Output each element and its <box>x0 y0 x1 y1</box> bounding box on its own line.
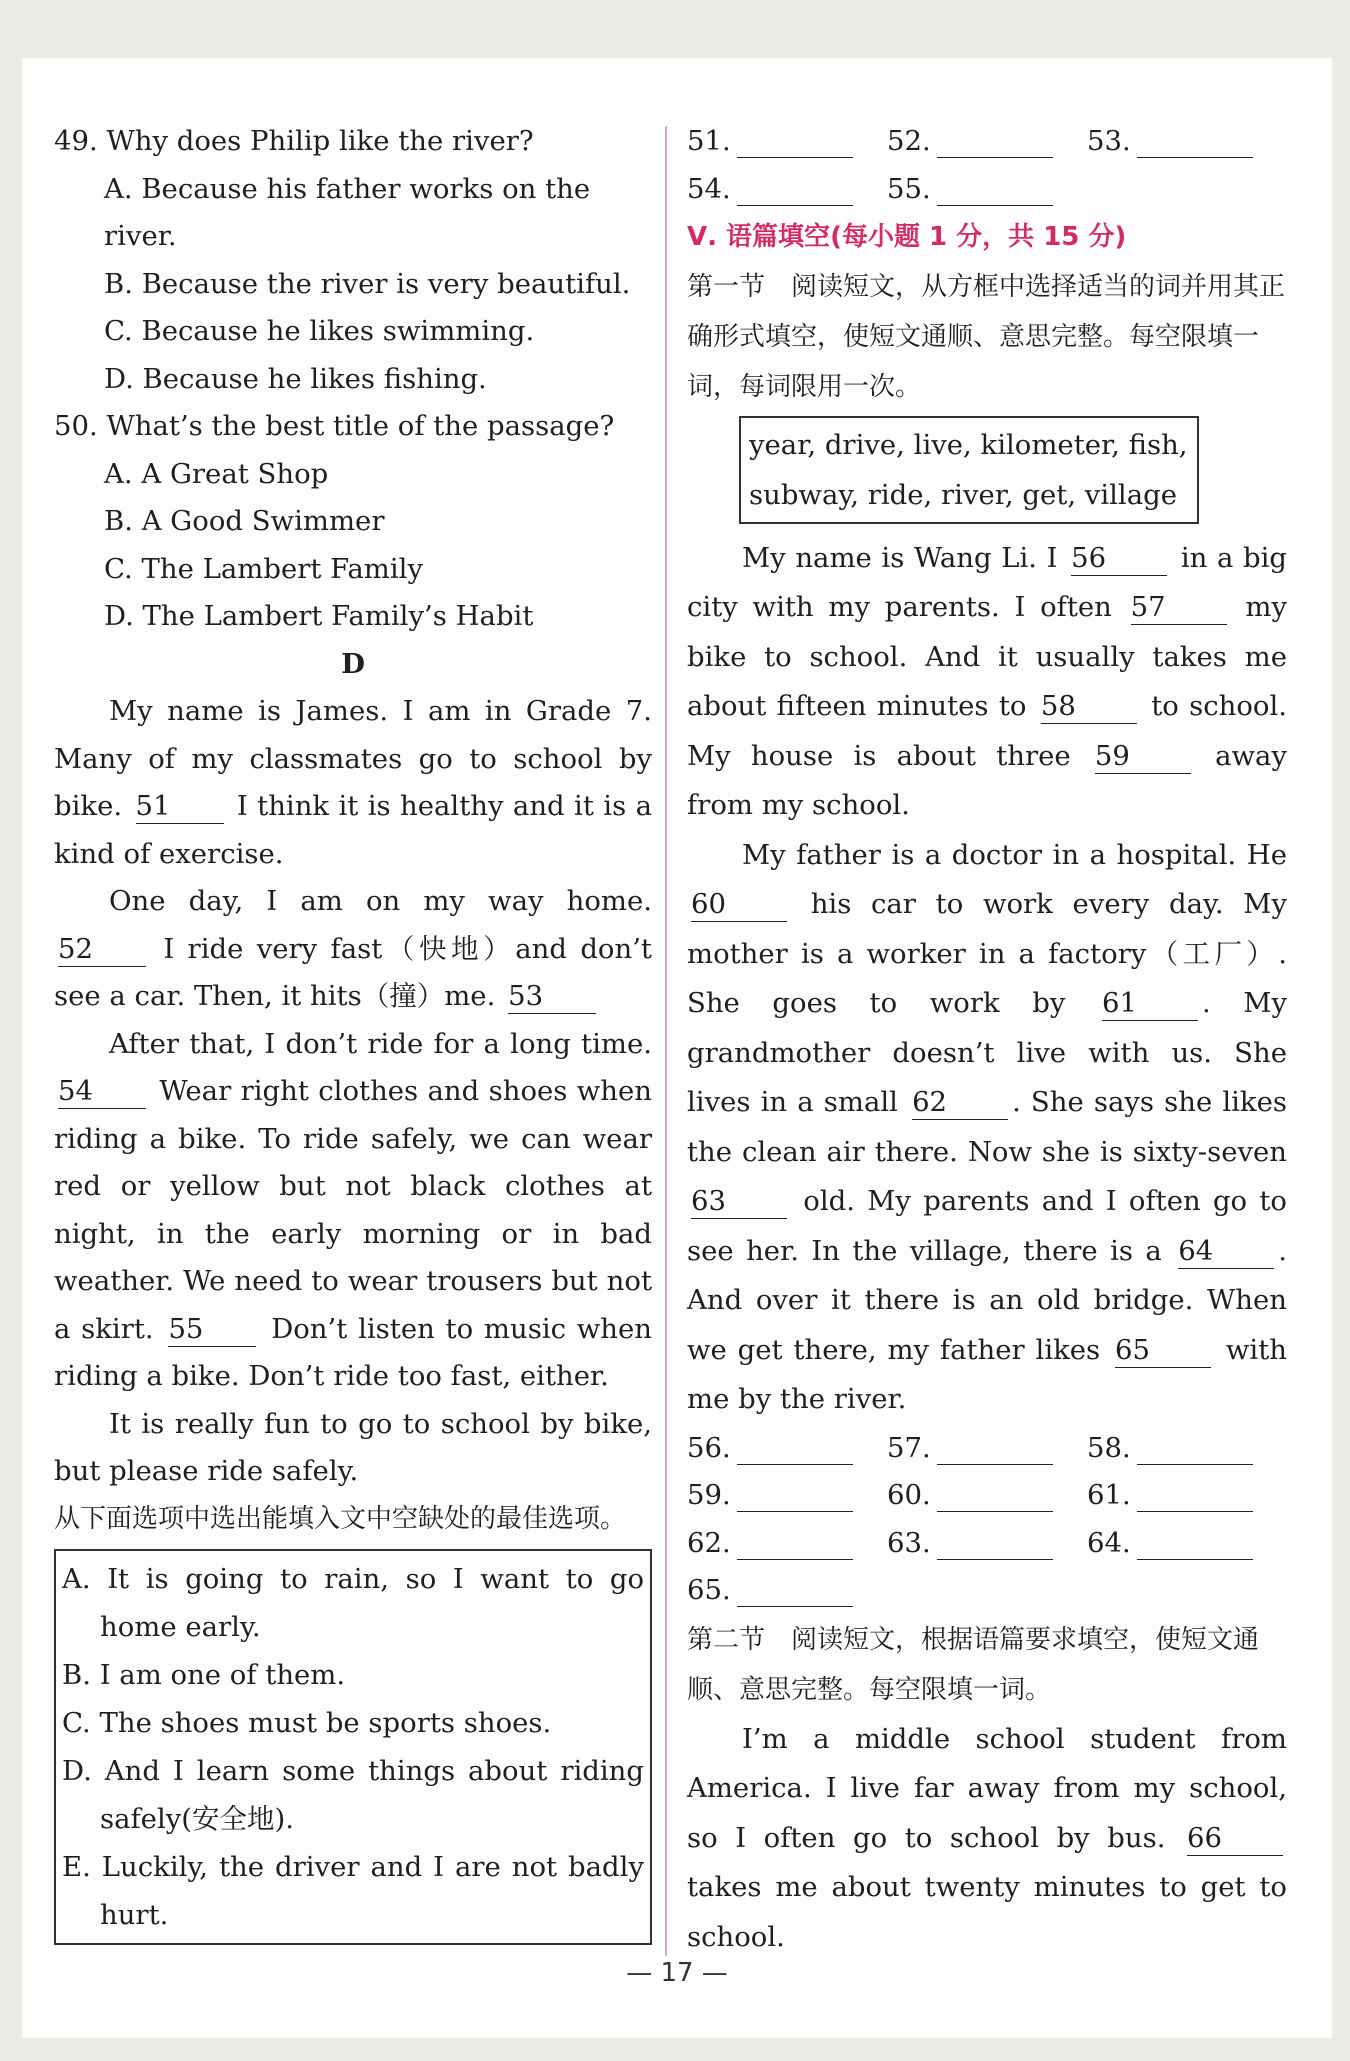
blank-60[interactable]: 60 <box>691 887 787 922</box>
right-column <box>687 118 1287 1962</box>
blank-62[interactable]: 62 <box>912 1085 1008 1120</box>
question-stem: 50. What’s the best title of the passage? <box>54 410 615 442</box>
page-number: — 17 — <box>626 1958 728 1988</box>
answer-line-52[interactable] <box>937 127 1053 158</box>
answer-line-59[interactable] <box>737 1481 853 1512</box>
answer-line-60[interactable] <box>937 1481 1053 1512</box>
blank-63[interactable]: 63 <box>691 1184 787 1219</box>
answer-row: 62. 63. 64. <box>687 1520 1287 1568</box>
left-column <box>54 118 652 1945</box>
passage-paragraph: My father is a doctor in a hospital. He 60 his car to work every day. My mother is a worker in a factory（工厂）. She goes to work by 61 . My grandmother doesn’t live with us. She lives in a small 62 . She says she likes the clean air there. Now she is sixty-seven 63 old. My parents and I often go to see her. In the village, there is a 64 . And over it there is an old bridge. When we get there, my father likes 65 with me by the river. <box>687 838 1288 1415</box>
workbook-page <box>22 58 1332 2038</box>
blank-58[interactable]: 58 <box>1041 689 1137 724</box>
answer-row: 51. 52. 53. <box>687 118 1287 166</box>
box-option-a: A. It is going to rain, so I want to go home early. <box>62 1563 644 1643</box>
answer-line-61[interactable] <box>1137 1481 1253 1512</box>
box-option-d: D. And I learn some things about riding safely(安全地). <box>62 1755 644 1835</box>
answer-row: 54. 55. <box>687 166 1287 214</box>
blank-56[interactable]: 56 <box>1071 541 1167 576</box>
question-stem: 49. Why does Philip like the river? <box>54 125 534 157</box>
box-option-b: B. I am one of them. <box>62 1659 346 1691</box>
answer-line-62[interactable] <box>737 1529 853 1560</box>
option: C. The Lambert Family <box>104 552 423 585</box>
option: A. A Great Shop <box>104 457 329 490</box>
answer-line-65[interactable] <box>737 1576 853 1607</box>
passage-paragraph: One day, I am on my way home. 52 I ride very fast（快地）and don’t see a car. Then, it hits（撞）me. 53 <box>54 878 652 1021</box>
answer-line-64[interactable] <box>1137 1529 1253 1560</box>
part1-instruction: 第一节 阅读短文，从方框中选择适当的词并用其正确形式填空，使短文通顺、意思完整。每空限填一词，每词限用一次。 <box>687 271 1286 402</box>
answer-line-63[interactable] <box>937 1529 1053 1560</box>
section-heading: Ⅴ. 语篇填空(每小题 1 分，共 15 分) <box>687 222 1127 252</box>
options-box <box>54 1549 652 1945</box>
answer-row: 56. 57. 58. <box>687 1425 1287 1473</box>
passage-paragraph: My name is James. I am in Grade 7. Many of my classmates go to school by bike. 51 I think it is healthy and it is a kind of exercise. <box>54 695 652 870</box>
part2-instruction: 第二节 阅读短文，根据语篇要求填空，使短文通顺、意思完整。每空限填一词。 <box>687 1624 1260 1705</box>
passage-paragraph: I’m a middle school student from America. I live far away from my school, so I often go to school by bus. 66 takes me about twenty minutes to get to school. <box>687 1722 1287 1953</box>
answer-row: 65. <box>687 1567 1287 1615</box>
blank-53[interactable]: 53 <box>508 979 596 1014</box>
instruction: 从下面选项中选出能填入文中空缺处的最佳选项。 <box>54 1503 627 1534</box>
blank-57[interactable]: 57 <box>1131 590 1227 625</box>
answer-line-56[interactable] <box>737 1434 853 1465</box>
blank-64[interactable]: 64 <box>1178 1234 1274 1269</box>
blank-66[interactable]: 66 <box>1187 1821 1283 1856</box>
blank-51[interactable]: 51 <box>136 789 224 824</box>
option: A. Because his father works on the river. <box>104 172 591 252</box>
blank-61[interactable]: 61 <box>1102 986 1198 1021</box>
answer-line-55[interactable] <box>937 175 1053 206</box>
option: D. The Lambert Family’s Habit <box>104 600 534 632</box>
option: C. Because he likes swimming. <box>104 315 535 347</box>
blank-65[interactable]: 65 <box>1115 1333 1211 1368</box>
passage-paragraph: My name is Wang Li. I 56 in a big city with my parents. I often 57 my bike to school. And it usually takes me about fifteen minutes to 58 to school. My house is about three 59 away from my school. <box>687 541 1288 821</box>
blank-55[interactable]: 55 <box>168 1312 256 1347</box>
option: B. Because the river is very beautiful. <box>104 267 631 300</box>
passage-paragraph: It is really fun to go to school by bike, but please ride safely. <box>54 1407 652 1487</box>
answer-line-51[interactable] <box>737 127 853 158</box>
option: D. Because he likes fishing. <box>104 362 487 395</box>
passage-paragraph: After that, I don’t ride for a long time. 54 Wear right clothes and shoes when riding a bike. To ride safely, we can wear red or yellow but not black clothes at night, in the early morning or in bad weather. We need to wear trousers but not a skirt. 55 Don’t listen to music when riding a bike. Don’t ride too fast, either. <box>54 1027 653 1392</box>
answer-line-54[interactable] <box>737 175 853 206</box>
blank-52[interactable]: 52 <box>58 932 146 967</box>
column-divider <box>665 126 667 1956</box>
answer-line-57[interactable] <box>937 1434 1053 1465</box>
word-box: year, drive, live, kilometer, fish, subway, ride, river, get, village <box>739 416 1199 524</box>
answer-line-53[interactable] <box>1137 127 1253 158</box>
box-option-c: C. The shoes must be sports shoes. <box>62 1707 552 1739</box>
answer-line-58[interactable] <box>1137 1434 1253 1465</box>
blank-59[interactable]: 59 <box>1095 739 1191 774</box>
blank-54[interactable]: 54 <box>58 1074 146 1109</box>
question-49 <box>54 118 652 403</box>
passage-d-title: D <box>341 647 365 680</box>
option: B. A Good Swimmer <box>104 505 385 537</box>
answer-row: 59. 60. 61. <box>687 1472 1287 1520</box>
box-option-e: E. Luckily, the driver and I are not badly hurt. <box>62 1851 644 1931</box>
question-50 <box>54 403 652 641</box>
